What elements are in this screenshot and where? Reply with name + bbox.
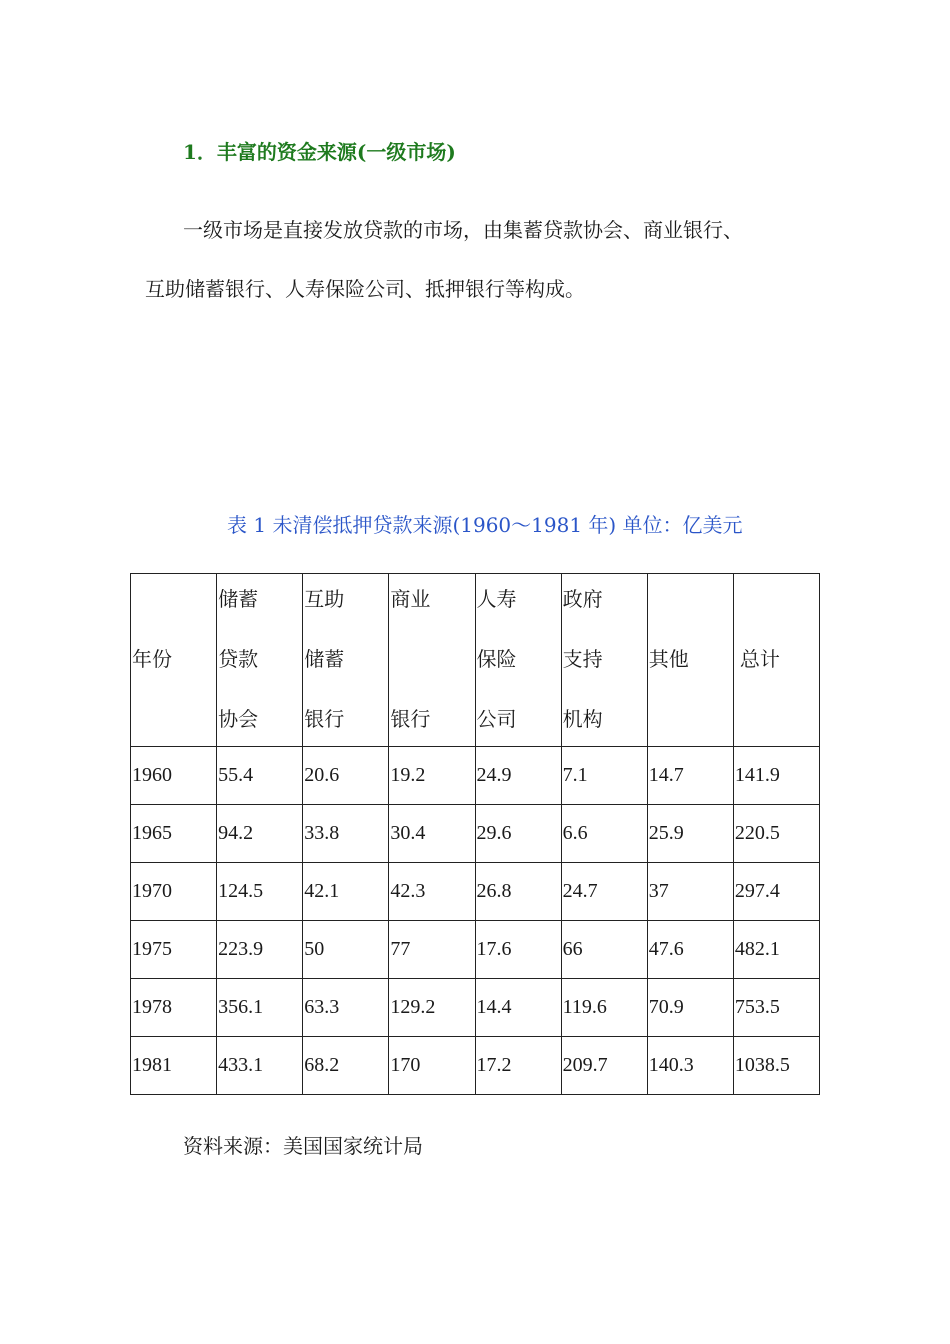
table-cell: 433.1	[217, 1037, 303, 1095]
table-cell: 1981	[131, 1037, 217, 1095]
header-mutual-savings	[303, 574, 389, 747]
table-cell: 170	[389, 1037, 475, 1095]
table-header-row	[131, 574, 820, 747]
table-cell: 70.9	[647, 979, 733, 1037]
table-row	[131, 805, 820, 863]
header-government-agency	[561, 574, 647, 747]
header-line: 年份	[132, 649, 172, 671]
table-cell: 140.3	[647, 1037, 733, 1095]
header-line: 政府	[562, 589, 603, 611]
mortgage-sources-table	[130, 573, 820, 1095]
table-cell: 220.5	[733, 805, 819, 863]
table-cell: 19.2	[389, 747, 475, 805]
table-cell: 30.4	[389, 805, 475, 863]
header-line: 机构	[562, 709, 603, 731]
header-line: 保险	[476, 649, 517, 671]
table-cell: 20.6	[303, 747, 389, 805]
table-cell: 50	[303, 921, 389, 979]
table-cell: 14.7	[647, 747, 733, 805]
table-cell: 26.8	[475, 863, 561, 921]
table-cell: 1965	[131, 805, 217, 863]
table-row	[131, 921, 820, 979]
table-cell: 482.1	[733, 921, 819, 979]
table-row	[131, 747, 820, 805]
table-cell: 24.9	[475, 747, 561, 805]
header-line: 公司	[476, 709, 517, 731]
table-row	[131, 1037, 820, 1095]
table-row	[131, 863, 820, 921]
table-row	[131, 979, 820, 1037]
table-cell: 356.1	[217, 979, 303, 1037]
table-cell: 42.3	[389, 863, 475, 921]
table-cell: 55.4	[217, 747, 303, 805]
header-line: 贷款	[218, 649, 259, 671]
table-cell: 29.6	[475, 805, 561, 863]
section-heading: 1．丰富的资金来源(一级市场)	[183, 140, 456, 164]
table-cell: 1960	[131, 747, 217, 805]
header-line: 协会	[218, 709, 259, 731]
header-line: 银行	[304, 709, 345, 731]
header-line	[390, 645, 474, 675]
table-caption: 表 1 未清偿抵押贷款来源(1960～1981 年) 单位：亿美元	[227, 513, 743, 537]
header-line: 其他	[648, 649, 689, 671]
header-line: 储蓄	[218, 589, 259, 611]
table-cell: 1970	[131, 863, 217, 921]
table-cell: 24.7	[561, 863, 647, 921]
table-cell: 6.6	[561, 805, 647, 863]
table-cell: 753.5	[733, 979, 819, 1037]
table-cell: 1975	[131, 921, 217, 979]
table-cell: 14.4	[475, 979, 561, 1037]
header-total	[733, 574, 819, 747]
table-cell: 1978	[131, 979, 217, 1037]
header-line: 储蓄	[304, 649, 345, 671]
table-cell: 1038.5	[733, 1037, 819, 1095]
table-cell: 297.4	[733, 863, 819, 921]
header-line: 支持	[562, 649, 603, 671]
header-line: 商业	[390, 589, 431, 611]
table-cell: 124.5	[217, 863, 303, 921]
header-year	[131, 574, 217, 747]
header-life-insurance	[475, 574, 561, 747]
header-line: 银行	[390, 709, 431, 731]
header-savings-loan	[217, 574, 303, 747]
table-cell: 68.2	[303, 1037, 389, 1095]
table-cell: 33.8	[303, 805, 389, 863]
table-cell: 17.6	[475, 921, 561, 979]
header-line: 互助	[304, 589, 345, 611]
paragraph-line-1: 一级市场是直接发放贷款的市场，由集蓄贷款协会、商业银行、	[183, 218, 743, 242]
paragraph-line-2: 互助储蓄银行、人寿保险公司、抵押银行等构成。	[145, 277, 585, 301]
table-cell: 42.1	[303, 863, 389, 921]
table-cell: 129.2	[389, 979, 475, 1037]
table-cell: 25.9	[647, 805, 733, 863]
table-cell: 223.9	[217, 921, 303, 979]
header-line: 总计	[734, 649, 780, 671]
header-line: 人寿	[476, 589, 517, 611]
table-cell: 77	[389, 921, 475, 979]
table-cell: 17.2	[475, 1037, 561, 1095]
table-cell: 63.3	[303, 979, 389, 1037]
header-commercial-bank	[389, 574, 475, 747]
table-cell: 47.6	[647, 921, 733, 979]
table-cell: 66	[561, 921, 647, 979]
table-cell: 37	[647, 863, 733, 921]
header-other	[647, 574, 733, 747]
source-note: 资料来源：美国国家统计局	[183, 1134, 423, 1158]
table-cell: 141.9	[733, 747, 819, 805]
table-cell: 119.6	[561, 979, 647, 1037]
table-cell: 209.7	[561, 1037, 647, 1095]
table-cell: 94.2	[217, 805, 303, 863]
table-cell: 7.1	[561, 747, 647, 805]
